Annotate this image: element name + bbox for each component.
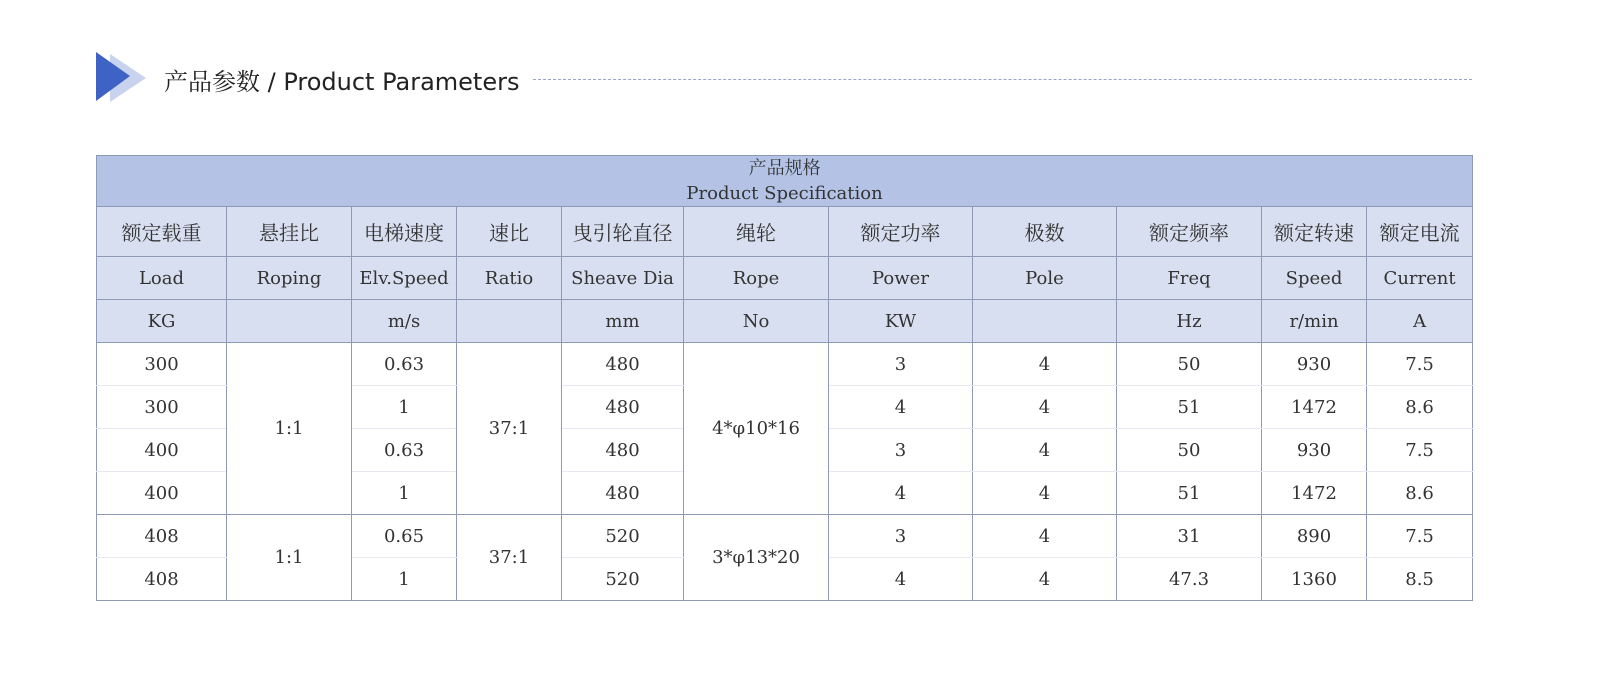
- speed-cell: 0.63: [352, 429, 457, 472]
- column-header-zh: 曳引轮直径: [562, 207, 684, 257]
- load-cell: 300: [97, 343, 227, 386]
- pole-cell: 4: [973, 429, 1117, 472]
- load-cell: 408: [97, 558, 227, 601]
- load-cell: 300: [97, 386, 227, 429]
- dashed-divider: [533, 79, 1472, 80]
- sheave-cell: 480: [562, 343, 684, 386]
- unit-cell: m/s: [352, 300, 457, 343]
- column-header-en: Speed: [1262, 257, 1367, 300]
- column-header-en: Load: [97, 257, 227, 300]
- spec-table: [96, 155, 1473, 601]
- ratio-cell: 37:1: [457, 343, 562, 515]
- sheave-cell: 520: [562, 515, 684, 558]
- column-header-en: Current: [1367, 257, 1473, 300]
- column-header-zh: 额定频率: [1117, 207, 1262, 257]
- unit-cell: No: [684, 300, 829, 343]
- rope-cell: 4*φ10*16: [684, 343, 829, 515]
- sheave-cell: 520: [562, 558, 684, 601]
- unit-cell: mm: [562, 300, 684, 343]
- pole-cell: 4: [973, 558, 1117, 601]
- sheave-cell: 480: [562, 386, 684, 429]
- column-header-zh: 额定功率: [829, 207, 973, 257]
- power-cell: 4: [829, 558, 973, 601]
- unit-cell: [227, 300, 352, 343]
- header-row-zh: [97, 207, 1473, 257]
- header-row-en: [97, 257, 1473, 300]
- current-cell: 7.5: [1367, 515, 1473, 558]
- column-header-zh: 额定电流: [1367, 207, 1473, 257]
- rpm-cell: 1472: [1262, 472, 1367, 515]
- double-chevron-right-icon: [96, 52, 148, 104]
- column-header-en: Rope: [684, 257, 829, 300]
- speed-cell: 0.65: [352, 515, 457, 558]
- current-cell: 8.6: [1367, 472, 1473, 515]
- freq-cell: 51: [1117, 472, 1262, 515]
- unit-cell: A: [1367, 300, 1473, 343]
- rope-cell: 3*φ13*20: [684, 515, 829, 601]
- column-header-zh: 额定转速: [1262, 207, 1367, 257]
- column-header-zh: 额定载重: [97, 207, 227, 257]
- section-header: [96, 52, 1472, 104]
- sheave-cell: 480: [562, 429, 684, 472]
- column-header-en: Power: [829, 257, 973, 300]
- unit-cell: KG: [97, 300, 227, 343]
- section-title: 产品参数 / Product Parameters: [164, 68, 520, 96]
- load-cell: 400: [97, 472, 227, 515]
- table-title: [97, 156, 1473, 207]
- column-header-zh: 速比: [457, 207, 562, 257]
- freq-cell: 47.3: [1117, 558, 1262, 601]
- column-header-en: Pole: [973, 257, 1117, 300]
- unit-cell: Hz: [1117, 300, 1262, 343]
- unit-cell: [973, 300, 1117, 343]
- load-cell: 400: [97, 429, 227, 472]
- unit-cell: r/min: [1262, 300, 1367, 343]
- roping-cell: 1:1: [227, 343, 352, 515]
- table-row: [97, 515, 1473, 558]
- freq-cell: 51: [1117, 386, 1262, 429]
- rpm-cell: 890: [1262, 515, 1367, 558]
- table-row: [97, 343, 1473, 386]
- pole-cell: 4: [973, 472, 1117, 515]
- column-header-en: Ratio: [457, 257, 562, 300]
- speed-cell: 0.63: [352, 343, 457, 386]
- speed-cell: 1: [352, 386, 457, 429]
- column-header-zh: 绳轮: [684, 207, 829, 257]
- header-row-units: [97, 300, 1473, 343]
- column-header-zh: 极数: [973, 207, 1117, 257]
- rpm-cell: 1360: [1262, 558, 1367, 601]
- pole-cell: 4: [973, 386, 1117, 429]
- roping-cell: 1:1: [227, 515, 352, 601]
- current-cell: 7.5: [1367, 343, 1473, 386]
- pole-cell: 4: [973, 515, 1117, 558]
- speed-cell: 1: [352, 558, 457, 601]
- column-header-zh: 悬挂比: [227, 207, 352, 257]
- rpm-cell: 930: [1262, 343, 1367, 386]
- unit-cell: KW: [829, 300, 973, 343]
- current-cell: 8.5: [1367, 558, 1473, 601]
- power-cell: 3: [829, 429, 973, 472]
- current-cell: 7.5: [1367, 429, 1473, 472]
- column-header-en: Sheave Dia: [562, 257, 684, 300]
- power-cell: 3: [829, 515, 973, 558]
- column-header-en: Roping: [227, 257, 352, 300]
- column-header-en: Elv.Speed: [352, 257, 457, 300]
- rpm-cell: 1472: [1262, 386, 1367, 429]
- freq-cell: 50: [1117, 429, 1262, 472]
- load-cell: 408: [97, 515, 227, 558]
- power-cell: 3: [829, 343, 973, 386]
- ratio-cell: 37:1: [457, 515, 562, 601]
- freq-cell: 31: [1117, 515, 1262, 558]
- rpm-cell: 930: [1262, 429, 1367, 472]
- pole-cell: 4: [973, 343, 1117, 386]
- unit-cell: [457, 300, 562, 343]
- speed-cell: 1: [352, 472, 457, 515]
- column-header-en: Freq: [1117, 257, 1262, 300]
- sheave-cell: 480: [562, 472, 684, 515]
- column-header-zh: 电梯速度: [352, 207, 457, 257]
- table-title-zh: 产品规格: [748, 158, 821, 179]
- freq-cell: 50: [1117, 343, 1262, 386]
- table-title-en: Product Specification: [686, 183, 883, 204]
- power-cell: 4: [829, 386, 973, 429]
- current-cell: 8.6: [1367, 386, 1473, 429]
- power-cell: 4: [829, 472, 973, 515]
